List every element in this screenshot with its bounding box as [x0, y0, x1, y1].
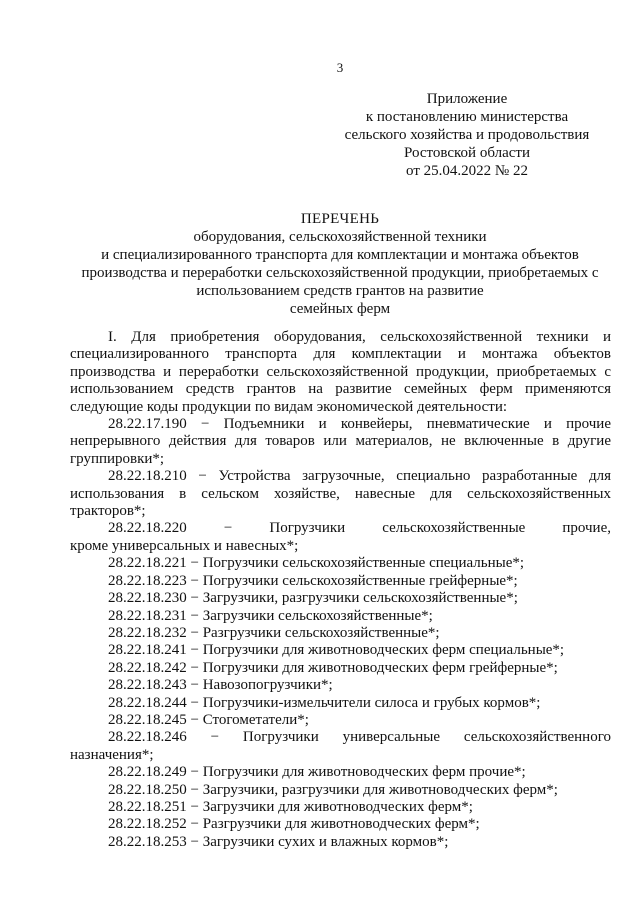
title-line: семейных ферм [289, 301, 391, 317]
document-title [68, 210, 612, 318]
code-item-continuation: назначения*; [70, 746, 154, 763]
code-item: 28.22.18.243 − Навозопогрузчики*; [108, 677, 333, 694]
code-item: 28.22.18.231 − Загрузчики сельскохозяйственные*; [108, 607, 433, 624]
code-item: 28.22.18.253 − Загрузчики сухих и влажных кормов*; [108, 833, 449, 850]
title-line: использованием средств грантов на развитие [196, 283, 484, 299]
code-item: 28.22.18.210 − Устройства загрузочные, специально разработанные для использования в сельском хозяйстве, навесные для сельскохозяйственных тракторов*; [70, 468, 611, 520]
code-item: 28.22.18.245 − Стогометатели*; [108, 711, 309, 728]
annex-line: от 25.04.2022 № 22 [406, 163, 528, 179]
code-item: 28.22.18.232 − Разгрузчики сельскохозяйственные*; [108, 624, 440, 641]
intro-paragraph: I. Для приобретения оборудования, сельскохозяйственной техники и специализированного транспорта для комплектации и монтажа объектов производства и переработки сельскохозяйственной продукции, приобретаемых с использованием средств грантов на развитие семейных ферм применяются следующие коды продукции по видам экономической деятельности: [70, 329, 611, 415]
annex-header [330, 90, 604, 180]
title-line: оборудования, сельскохозяйственной техники [193, 229, 487, 245]
title-line: производства и переработки сельскохозяйственной продукции, приобретаемых с [81, 265, 599, 281]
code-item: 28.22.18.250 − Загрузчики, разгрузчики для животноводческих ферм*; [108, 781, 558, 798]
code-item: 28.22.17.190 − Подъемники и конвейеры, пневматические и прочие непрерывного действия для товаров или материалов, не включенные в другие группировки*; [70, 416, 611, 467]
code-item: 28.22.18.246 − Погрузчики универсальные сельскохозяйственного [108, 729, 611, 746]
code-item: 28.22.18.221 − Погрузчики сельскохозяйственные специальные*; [108, 555, 525, 572]
code-item: 28.22.18.223 − Погрузчики сельскохозяйственные грейферные*; [108, 572, 518, 589]
title-line: и специализированного транспорта для комплектации и монтажа объектов [101, 247, 579, 263]
code-item: 28.22.18.242 − Погрузчики для животноводческих ферм грейферные*; [108, 659, 558, 676]
code-item: 28.22.18.230 − Загрузчики, разгрузчики сельскохозяйственные*; [108, 590, 518, 607]
annex-line: к постановлению министерства [365, 109, 569, 125]
code-item: 28.22.18.241 − Погрузчики для животноводческих ферм специальные*; [108, 642, 565, 659]
document-body [70, 329, 611, 851]
code-item-continuation: кроме универсальных и навесных*; [70, 537, 299, 554]
annex-line: сельского хозяйства и продовольствия [344, 127, 590, 143]
title-heading: ПЕРЕЧЕНЬ [300, 211, 380, 227]
code-item: 28.22.18.251 − Загрузчики для животноводческих ферм*; [108, 798, 473, 815]
annex-line: Ростовской области [404, 145, 530, 161]
annex-line: Приложение [426, 91, 508, 107]
code-item: 28.22.18.252 − Разгрузчики для животноводческих ферм*; [108, 816, 480, 833]
code-item: 28.22.18.220 − Погрузчики сельскохозяйственные прочие, [108, 520, 611, 537]
page-number: 3 [336, 60, 344, 75]
code-item: 28.22.18.249 − Погрузчики для животноводческих ферм прочие*; [108, 764, 526, 781]
code-item: 28.22.18.244 − Погрузчики-измельчители силоса и грубых кормов*; [108, 694, 541, 711]
